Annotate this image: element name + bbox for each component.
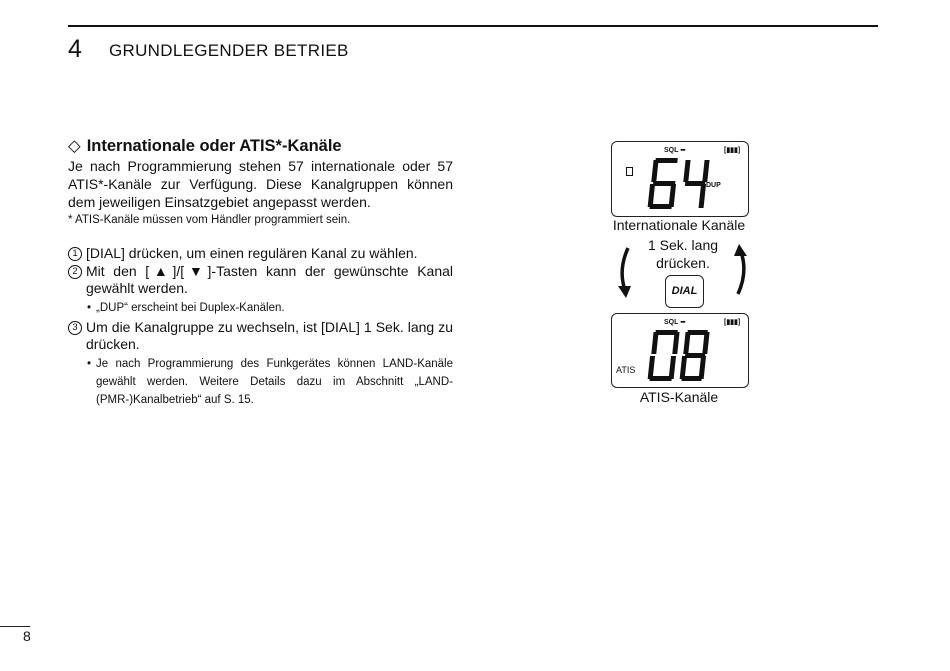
atis-indicator: ATIS — [616, 365, 636, 375]
footer-rule — [0, 626, 30, 627]
caption-international: Internationale Kanäle — [612, 217, 746, 233]
section-title: ◇ Internationale oder ATIS*-Kanäle — [68, 137, 342, 155]
sql-indicator: SQL ▪▪▪ — [664, 319, 685, 326]
chapter-number: 4 — [68, 35, 82, 63]
step-3: 3 Um die Kanalgruppe zu wechseln, ist [DIAL] 1 Sek. lang zu drücken. • Je nach Programmierung des Funkgerätes können LAND-Kanäle gewählt werden. Weitere Details dazu im Abschnitt „LAND-(PMR-)Kanalbetrieb“ auf S. 15. — [68, 319, 453, 409]
sql-indicator: SQL ▪▪▪ — [664, 147, 685, 154]
step-number: 1 — [68, 247, 82, 261]
memory-icon — [626, 167, 633, 176]
channel-digits — [646, 156, 710, 212]
step-2: 2 Mit den [▲]/[▼]-Tasten kann der gewünschte Kanal gewählt werden. • „DUP“ erscheint bei Duplex-Kanälen. — [68, 263, 453, 317]
footnote: * ATIS-Kanäle müssen vom Händler programmiert sein. — [68, 214, 351, 226]
main-text-column — [68, 136, 453, 411]
diamond-icon: ◇ — [68, 137, 81, 155]
step-note: • Je nach Programmierung des Funkgerätes können LAND-Kanäle gewählt werden. Weitere Details dazu im Abschnitt „LAND-(PMR-)Kanalbetrieb“ auf S. 15. — [86, 355, 453, 409]
section-intro: Je nach Programmierung stehen 57 internationale oder 57 ATIS*-Kanäle zur Verfügung. Diese Kanalgruppen können dem jeweiligen Einsatzgebiet angepasst werden. — [68, 158, 453, 210]
channel-digits — [646, 328, 710, 384]
lcd-display-atis — [611, 313, 749, 388]
header-rule — [68, 25, 878, 27]
steps-list — [68, 245, 453, 409]
chapter-title: GRUNDLEGENDER BETRIEB — [109, 41, 349, 60]
dup-indicator: DUP — [706, 182, 721, 189]
arrow-up-right-icon — [730, 242, 752, 300]
step-number: 3 — [68, 321, 82, 335]
page-number: 8 — [23, 628, 31, 644]
battery-icon: [▮▮▮] — [724, 319, 741, 326]
caption-atis: ATIS-Kanäle — [639, 389, 719, 405]
step-number: 2 — [68, 265, 82, 279]
arrow-down-left-icon — [614, 242, 636, 300]
hold-instruction: 1 Sek. lang drücken. — [647, 237, 719, 271]
step-note: • „DUP“ erscheint bei Duplex-Kanälen. — [86, 299, 453, 317]
step-1: 1 [DIAL] drücken, um einen regulären Kanal zu wählen. — [68, 245, 453, 263]
lcd-display-international — [611, 141, 749, 217]
battery-icon: [▮▮▮] — [724, 147, 741, 154]
dial-button: DIAL — [665, 275, 704, 308]
